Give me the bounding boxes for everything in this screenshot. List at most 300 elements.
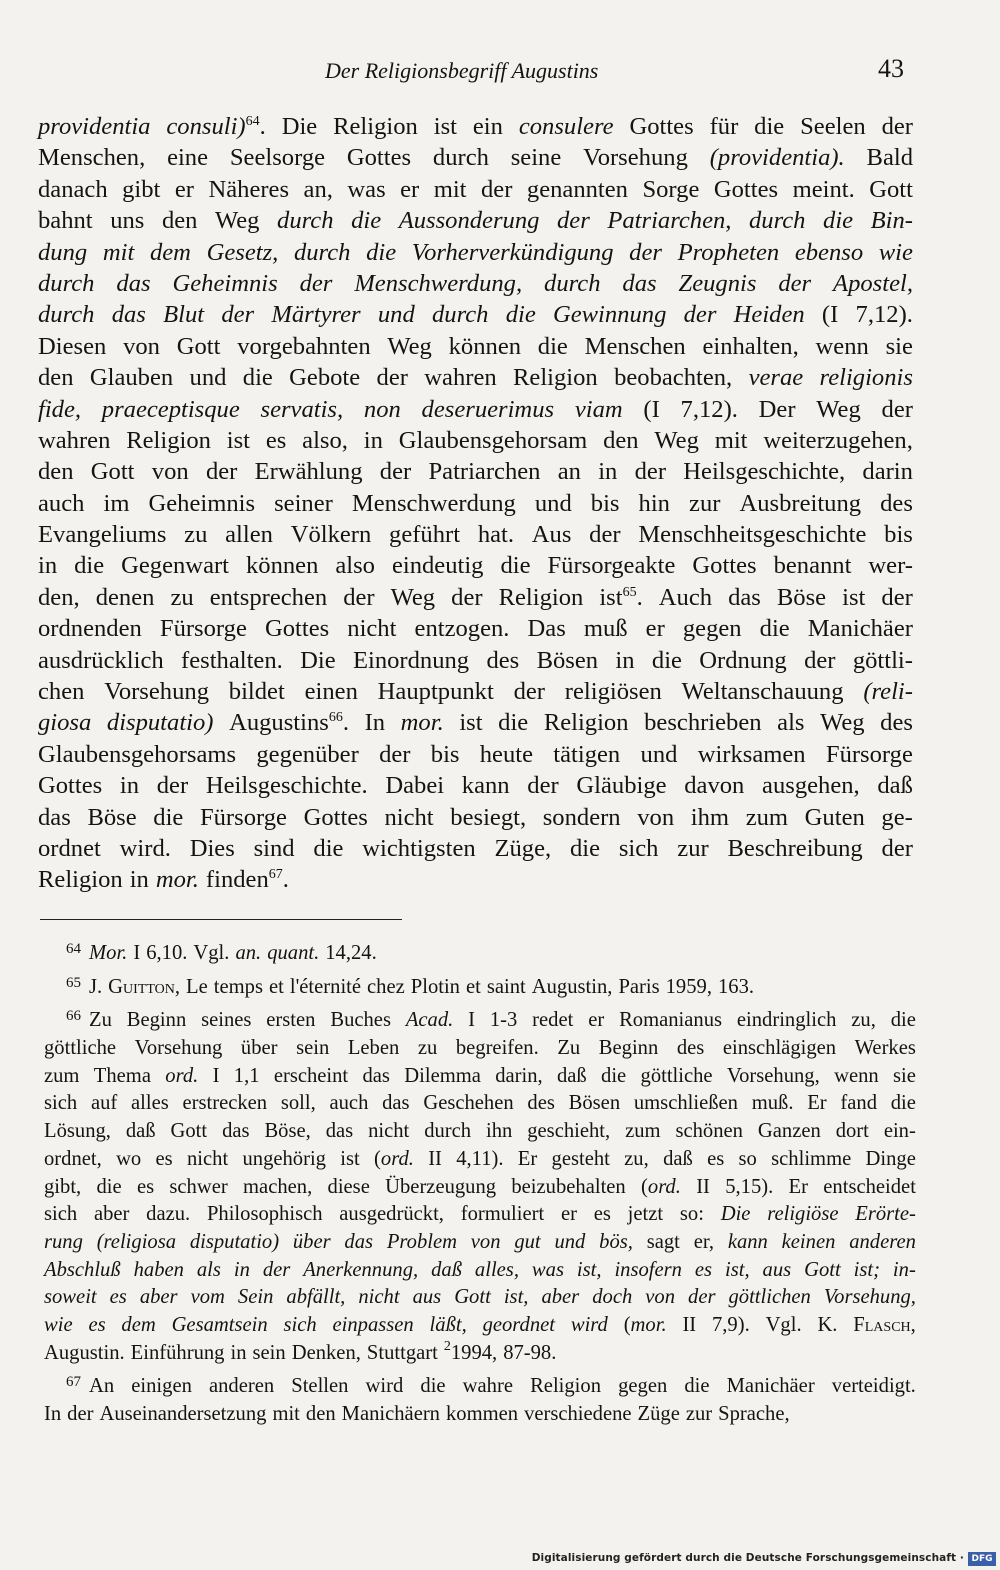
word: ausgedrückt, <box>339 1203 444 1226</box>
word: soweit <box>44 1286 97 1309</box>
word: Zu <box>557 1037 581 1060</box>
word: Geheimnis <box>148 489 256 517</box>
word: wirksamen <box>697 740 806 768</box>
word: die <box>537 332 568 360</box>
text-line <box>38 833 913 864</box>
word: Beschreibung <box>727 834 863 862</box>
word: temps <box>213 975 263 998</box>
word: können <box>245 552 319 580</box>
word: ebenso <box>794 238 864 266</box>
footnote-line <box>44 940 916 968</box>
word: des <box>527 1092 555 1115</box>
word: zum <box>625 1120 661 1143</box>
word: bis <box>430 740 460 768</box>
word: Vorherverkündigung <box>411 238 614 266</box>
word: consuli)$^{64}$. <box>166 113 266 140</box>
word: wird. <box>119 834 171 862</box>
word: Werkes <box>854 1037 916 1060</box>
word: wenn <box>834 1064 879 1087</box>
word: non <box>363 395 401 423</box>
word: Zeugnis <box>678 269 757 297</box>
word: das <box>382 1092 410 1115</box>
word: eine <box>167 144 209 172</box>
word: von <box>645 1286 675 1309</box>
word: Gegenwart <box>121 552 230 580</box>
word: Stuttgart <box>366 1341 438 1364</box>
word: also, <box>302 426 348 454</box>
word: es <box>707 1147 725 1170</box>
word: kann <box>727 1230 768 1253</box>
word: aber <box>139 1286 178 1309</box>
word: wahre <box>462 1375 513 1398</box>
text-line <box>38 550 913 581</box>
word: religionis <box>819 364 913 392</box>
word: 7,12). <box>855 301 913 329</box>
footnote-line <box>44 1174 916 1202</box>
footnote-line <box>44 1201 916 1229</box>
word: Stellen <box>291 1375 349 1398</box>
word: Gottes <box>346 144 412 172</box>
word: doch <box>592 1286 633 1309</box>
word: Böse, <box>264 1120 311 1143</box>
word: (ord. <box>641 1175 681 1198</box>
word: Augustin. <box>44 1341 125 1364</box>
word: in <box>363 426 383 454</box>
word: Gottes <box>264 615 330 643</box>
word: Lösung, <box>44 1120 111 1143</box>
word: einigen <box>131 1375 192 1398</box>
word: Glaubensgehorsam <box>398 426 588 454</box>
word: Sprache, <box>718 1403 790 1425</box>
word: allen <box>225 521 273 549</box>
text-line <box>38 142 913 173</box>
word: haben <box>133 1258 184 1281</box>
word: läßt, <box>429 1313 467 1336</box>
word: 5,15). <box>725 1175 774 1198</box>
word: können <box>448 332 522 360</box>
word: Ganzen <box>757 1120 821 1143</box>
word: Züge <box>637 1403 680 1425</box>
footnote <box>44 1373 916 1428</box>
word: Augustin, <box>531 975 613 998</box>
word: es <box>593 1203 611 1226</box>
word: ein- <box>883 1120 916 1143</box>
text-line <box>38 268 913 299</box>
word: in <box>119 772 140 800</box>
word: ausdrücklich <box>38 646 164 674</box>
word: Dies <box>189 834 235 862</box>
word: ihm <box>690 803 730 831</box>
word: ist <box>433 113 457 140</box>
word: II <box>696 1175 710 1198</box>
word: dem <box>149 238 191 266</box>
word: ge- <box>881 803 913 831</box>
footnote-line <box>44 1340 916 1368</box>
word: sich <box>44 1092 78 1115</box>
footnote-line <box>44 1312 916 1340</box>
text-line <box>38 205 913 236</box>
word: 7,9). <box>711 1313 750 1336</box>
word: durch <box>277 207 334 235</box>
word: aus <box>762 1258 792 1281</box>
footnote <box>44 940 916 968</box>
word: die <box>505 301 536 329</box>
text-line <box>38 582 913 613</box>
word: wie <box>878 238 913 266</box>
word: verae <box>748 364 804 392</box>
word: Vgl. <box>193 942 230 964</box>
word: (mor. <box>623 1313 667 1336</box>
word: entsprechen <box>209 583 328 611</box>
word: Plotin <box>410 975 460 998</box>
word: der <box>683 301 717 329</box>
word: meint. <box>792 175 855 203</box>
word: Gewinnung <box>552 301 667 329</box>
word: die <box>823 207 854 235</box>
word: durch <box>749 207 806 235</box>
word: Seelen <box>800 113 866 140</box>
word: Die <box>300 646 336 674</box>
word: was <box>531 1258 564 1281</box>
word: gesteht <box>551 1147 610 1170</box>
word: seine <box>510 144 562 172</box>
word: Abschluß <box>44 1258 121 1281</box>
footnote-ref: 64 <box>245 114 260 129</box>
word: Aus <box>531 521 572 549</box>
word: Fürsorge <box>825 740 913 768</box>
word: zu <box>417 1037 438 1060</box>
word: $^2$1994, <box>443 1338 498 1364</box>
word: der <box>481 175 513 203</box>
word: Einführung <box>130 1341 225 1364</box>
word: sagt <box>646 1230 680 1253</box>
word: Manichäer <box>726 1375 815 1398</box>
word: an. <box>235 942 262 964</box>
word: abfällt, <box>286 1286 346 1309</box>
word: der <box>629 238 662 266</box>
word: Auseinandersetzung <box>99 1403 267 1425</box>
word: sondern <box>542 803 621 831</box>
word: erstrecken <box>182 1092 268 1115</box>
footnote <box>44 974 916 1002</box>
word: dem <box>121 1313 156 1336</box>
word: sich <box>44 1203 78 1226</box>
word: Bald <box>866 144 913 172</box>
word: heute <box>479 740 534 768</box>
word: Vorsehung <box>134 1037 223 1060</box>
word: durch <box>431 301 489 329</box>
word: die <box>498 709 529 737</box>
word: Menschwerdung <box>351 489 516 517</box>
word: Beginn <box>126 1009 187 1032</box>
word: begreifen. <box>455 1037 539 1060</box>
word: von <box>637 803 675 831</box>
word: den <box>38 364 74 392</box>
word: Thema <box>93 1064 151 1087</box>
word: es <box>155 1147 173 1170</box>
word: Glauben <box>89 364 174 392</box>
word: danach <box>38 175 108 203</box>
footnote-line <box>44 1146 916 1174</box>
word: giosa <box>38 709 92 737</box>
word: ist <box>459 709 483 737</box>
word: saint <box>486 975 526 998</box>
word: Religion <box>333 113 418 140</box>
word: zum <box>44 1064 80 1087</box>
word: des <box>676 1037 705 1060</box>
footnote-line <box>44 1035 916 1063</box>
word: des <box>486 646 520 674</box>
word: Gottes <box>303 803 368 831</box>
word: Menschwerdung, <box>354 269 523 297</box>
word: der <box>881 113 913 140</box>
word: redet <box>532 1009 574 1032</box>
word: weiterzugehen, <box>763 426 913 454</box>
word: finden$^{67}$. <box>205 866 289 894</box>
word: entzogen. <box>414 615 510 643</box>
word: den <box>161 207 198 235</box>
word: zur <box>685 1403 713 1425</box>
word: verteidigt. <box>831 1375 916 1398</box>
word: der <box>451 583 483 611</box>
word: Religion <box>498 583 584 611</box>
word: daß <box>556 1064 587 1087</box>
word: seines <box>201 1009 252 1032</box>
word: bildet <box>228 678 285 706</box>
word: der <box>881 583 913 611</box>
word: zum <box>745 803 789 831</box>
word: Gottes <box>38 772 103 800</box>
word: Weg <box>820 709 865 737</box>
word: Augustins$^{66}$. <box>229 709 349 737</box>
word: insofern <box>614 1258 682 1281</box>
word: umschließen <box>633 1092 738 1115</box>
word: Sorge <box>642 175 700 203</box>
word: 67 An <box>66 1374 115 1398</box>
word: schwer <box>169 1175 228 1198</box>
word: consulere <box>518 113 614 140</box>
word: Gottes <box>629 113 694 140</box>
text-line <box>38 174 913 205</box>
word: der <box>881 834 913 862</box>
word: Fürsorgeakte <box>547 552 676 580</box>
word: es <box>109 1286 127 1309</box>
word: Geschehen <box>423 1092 514 1115</box>
footnote-line <box>44 1401 916 1429</box>
word: nicht <box>358 1286 400 1309</box>
word: Weg <box>390 583 436 611</box>
word: entscheidet <box>823 1175 916 1198</box>
word: ist <box>340 1147 360 1170</box>
word: gegen <box>682 615 742 643</box>
footnotes <box>44 940 916 1429</box>
word: jetzt <box>627 1203 664 1226</box>
word: Menschheitsgeschichte <box>638 521 867 549</box>
word: Erörte- <box>855 1203 916 1226</box>
word: einschlägigen <box>722 1037 837 1060</box>
word: die <box>74 552 105 580</box>
word: der <box>221 301 255 329</box>
word: mor. <box>155 866 199 894</box>
word: Manichäern <box>341 1403 440 1425</box>
word: bis <box>590 489 620 517</box>
word: daß <box>663 1147 693 1170</box>
word: mit <box>102 238 135 266</box>
word: der <box>688 1286 716 1309</box>
word: Bösen <box>536 646 599 674</box>
word: Erwählung <box>254 458 363 486</box>
word: Völkern <box>290 521 372 549</box>
word: mor. <box>400 709 444 737</box>
word: soll, <box>280 1092 316 1115</box>
word: Romanianus <box>619 1009 723 1032</box>
word: den, <box>38 583 80 611</box>
word: 14,24. <box>325 942 377 964</box>
word: Patriarchen <box>428 458 541 486</box>
word: zu <box>184 521 208 549</box>
word: ist, <box>503 1286 529 1309</box>
word: der <box>804 646 836 674</box>
word: ist, <box>576 1258 602 1281</box>
word: alles <box>130 1092 169 1115</box>
word: der <box>156 772 189 800</box>
word: gegen <box>618 1375 668 1398</box>
word: verschiedene <box>524 1403 632 1425</box>
word: disputatio) <box>106 709 214 737</box>
word: Gottes <box>692 552 757 580</box>
word: er <box>645 615 665 643</box>
word: die <box>420 1375 446 1398</box>
word: Märtyrer <box>271 301 361 329</box>
word: aber <box>93 1203 130 1226</box>
word: und <box>377 301 415 329</box>
word: wird <box>570 1313 608 1336</box>
word: ist, <box>725 1258 750 1281</box>
word: Die <box>281 113 318 140</box>
word: ersten <box>266 1009 316 1032</box>
word: den <box>38 458 74 486</box>
word: als <box>196 1258 221 1281</box>
word: Das <box>527 615 566 643</box>
word: Böse <box>776 583 827 611</box>
word: zu, <box>624 1147 649 1170</box>
word: wo <box>116 1147 142 1170</box>
word: ihn <box>486 1120 513 1143</box>
word: Religion <box>513 364 598 392</box>
word: das <box>344 1230 374 1253</box>
word: Gesetz, <box>206 238 279 266</box>
word: Religion <box>126 426 211 454</box>
text-line <box>38 802 913 833</box>
word: Menschen <box>584 332 686 360</box>
word: Philosophisch <box>206 1203 323 1226</box>
word: über <box>240 1037 278 1060</box>
word: I <box>133 942 141 964</box>
word: schlimme <box>771 1147 852 1170</box>
word: (reli- <box>863 678 913 706</box>
main-text <box>38 111 913 896</box>
word: Gott <box>804 1258 841 1281</box>
word: ordnenden <box>38 615 142 643</box>
word: benannt <box>773 552 852 580</box>
word: Vorsehung, <box>823 1286 916 1309</box>
word: er <box>174 175 194 203</box>
footnote <box>44 1007 916 1367</box>
word: im <box>103 489 130 517</box>
word: wahren <box>424 364 497 392</box>
word: dazu. <box>146 1203 191 1226</box>
word: Anerkennung, <box>303 1258 419 1281</box>
word: religiösen <box>564 678 662 706</box>
word: die <box>500 552 531 580</box>
word: mit <box>272 1403 300 1425</box>
word: durch <box>38 269 95 297</box>
word: Beginn <box>598 1037 659 1060</box>
word: einhalten, <box>702 332 799 360</box>
word: Vorsehung <box>104 678 209 706</box>
word: er <box>400 175 420 203</box>
word: (providentia). <box>709 144 845 172</box>
word: rung <box>44 1230 83 1253</box>
word: 1959, <box>665 975 712 998</box>
word: Glaubensgehorsams <box>38 740 237 768</box>
text-line <box>38 613 913 644</box>
word: die <box>684 1375 710 1398</box>
word: das <box>38 803 71 831</box>
word: Züge, <box>494 834 552 862</box>
word: sein <box>252 1341 286 1364</box>
word: Auch <box>658 583 713 611</box>
word: denen <box>95 583 155 611</box>
word: Sein <box>237 1286 274 1309</box>
word: aus <box>412 1286 442 1309</box>
word: Gebote <box>289 364 361 392</box>
word: tätigen <box>553 740 621 768</box>
word: Problem <box>386 1230 457 1253</box>
footnote-ref: 65 <box>622 584 637 600</box>
word: beizubehalten <box>511 1175 626 1198</box>
text-line <box>38 770 913 801</box>
word: ordnet <box>38 834 101 862</box>
word: ungehörig <box>242 1147 326 1170</box>
word: disputatio) <box>189 1230 280 1253</box>
text-line <box>38 519 913 550</box>
word: das <box>622 269 657 297</box>
word: Blut <box>163 301 205 329</box>
word: die <box>759 615 790 643</box>
word: muß <box>583 615 628 643</box>
word: wahren <box>38 426 111 454</box>
word: Der <box>758 395 796 423</box>
word: Einordnung <box>352 646 470 674</box>
word: wie <box>44 1313 73 1336</box>
word: 6,10. <box>146 942 188 964</box>
word: ist <box>842 583 866 611</box>
word: Propheten <box>677 238 780 266</box>
word: dort <box>835 1120 869 1143</box>
word: Gott <box>454 1286 491 1309</box>
word: Religion <box>38 866 123 894</box>
word: Dinge <box>865 1147 916 1170</box>
word: Fürsorge <box>159 615 247 643</box>
footnote-line <box>44 1373 916 1401</box>
word: Religion <box>530 1375 601 1398</box>
word: nicht <box>384 803 434 831</box>
word: die <box>313 834 344 862</box>
word: der <box>67 1403 94 1425</box>
word: Guitton, <box>108 975 181 998</box>
word: so: <box>679 1203 704 1226</box>
